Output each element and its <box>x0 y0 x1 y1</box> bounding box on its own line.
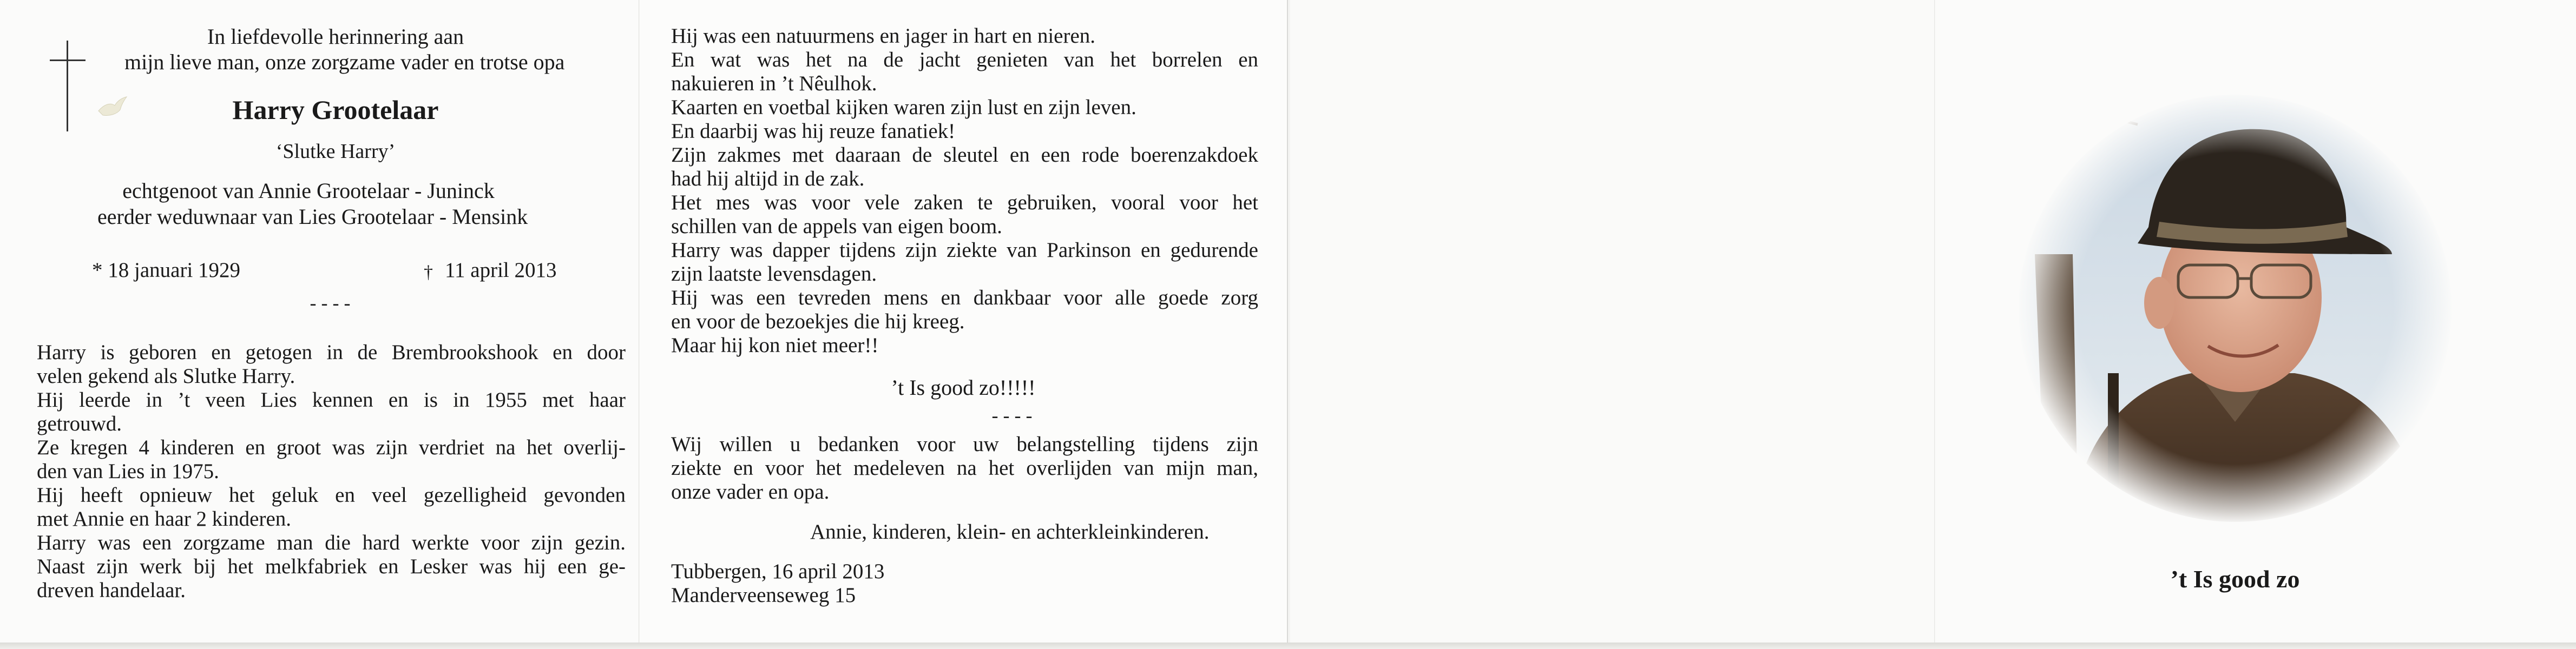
paragraph-line: Het mes was voor vele zaken te gebruiken, vooral voor het <box>671 191 1258 214</box>
paragraph-line: Hij was een natuurmens en jager in hart en nieren. <box>671 24 1096 48</box>
death-symbol: † <box>424 262 433 282</box>
thanks-paragraph <box>671 433 1258 504</box>
address: Manderveenseweg 15 <box>671 584 856 607</box>
cross-icon <box>67 41 68 131</box>
life-paragraph <box>671 24 1258 357</box>
nickname: ‘Slutke Harry’ <box>275 140 396 163</box>
paragraph-line: Zijn zakmes met daaraan de sleutel en een rode boerenzakdoek <box>671 143 1258 167</box>
thanks-line: onze vader en opa. <box>671 480 830 504</box>
paragraph-line: nakuieren in ’t Nêulhok. <box>671 72 877 95</box>
bio-line: Naast zijn werk bij het melkfabriek en Lesker was hij een ge- <box>37 555 626 578</box>
paragraph-line: zijn laatste levensdagen. <box>671 262 877 286</box>
paragraph-line: schillen van de appels van eigen boom. <box>671 215 1002 238</box>
separator: - - - - <box>991 405 1033 426</box>
bio-line: getrouwd. <box>37 412 122 435</box>
bio-line: met Annie en haar 2 kinderen. <box>37 507 291 531</box>
paragraph-line: Maar hij kon niet meer!! <box>671 334 879 357</box>
dove-icon <box>96 95 129 120</box>
paragraph-line: en voor de bezoekjes die hij kreeg. <box>671 310 965 333</box>
cross-icon-bar <box>50 59 86 61</box>
paragraph-line: Harry was dapper tijdens zijn ziekte van Parkinson en gedurende <box>671 239 1258 262</box>
portrait-photo <box>2013 92 2457 525</box>
photo-caption: ’t Is good zo <box>2170 565 2300 593</box>
bio-line: Harry is geboren en getogen in de Brembrookshook en door <box>37 341 626 364</box>
bio-line: dreven handelaar. <box>37 579 186 602</box>
thanks-line: Wij willen u bedanken voor uw belangstelling tijdens zijn <box>671 433 1258 456</box>
paragraph-line: Kaarten en voetbal kijken waren zijn lust en zijn leven. <box>671 96 1136 119</box>
paragraph-line: En daarbij was hij reuze fanatiek! <box>671 120 956 143</box>
paragraph-line: Hij was een tevreden mens en dankbaar voor alle goede zorg <box>671 286 1258 309</box>
bio-line: Ze kregen 4 kinderen en groot was zijn verdriet na het overlij- <box>37 436 626 459</box>
signature: Annie, kinderen, klein- en achterkleinkinderen. <box>810 520 1210 544</box>
bio-line: Hij leerde in ’t veen Lies kennen en is in 1955 met haar <box>37 388 626 412</box>
spouse-line-1: echtgenoot van Annie Grootelaar - Juninck <box>122 178 495 203</box>
bio-line: den van Lies in 1975. <box>37 460 219 483</box>
bio-line: Hij heeft opnieuw het geluk en veel gezelligheid gevonden <box>37 484 626 507</box>
card-bottom-edge <box>0 643 2576 649</box>
header-line-1: In liefdevolle herinnering aan <box>207 24 464 49</box>
thanks-line: ziekte en voor het medeleven na het overlijden van mijn man, <box>671 456 1258 480</box>
card-panel-blank <box>1290 0 1935 643</box>
separator: - - - - <box>310 292 351 314</box>
bio-line: velen gekend als Slutke Harry. <box>37 365 295 388</box>
place-date: Tubbergen, 16 april 2013 <box>671 560 885 583</box>
quote: ’t Is good zo!!!!! <box>891 375 1036 400</box>
biography <box>37 341 626 602</box>
header-line-2: mijn lieve man, onze zorgzame vader en trotse opa <box>124 50 565 74</box>
spouse-line-2: eerder weduwnaar van Lies Grootelaar - Mensink <box>97 204 528 229</box>
deceased-name: Harry Grootelaar <box>232 95 439 125</box>
paragraph-line: En wat was het na de jacht genieten van het borrelen en <box>671 48 1258 71</box>
paragraph-line: had hij altijd in de zak. <box>671 167 865 190</box>
death-date: 11 april 2013 <box>445 259 557 282</box>
birth-date: * 18 januari 1929 <box>92 259 241 282</box>
bio-line: Harry was een zorgzame man die hard werkte voor zijn gezin. <box>37 531 626 554</box>
